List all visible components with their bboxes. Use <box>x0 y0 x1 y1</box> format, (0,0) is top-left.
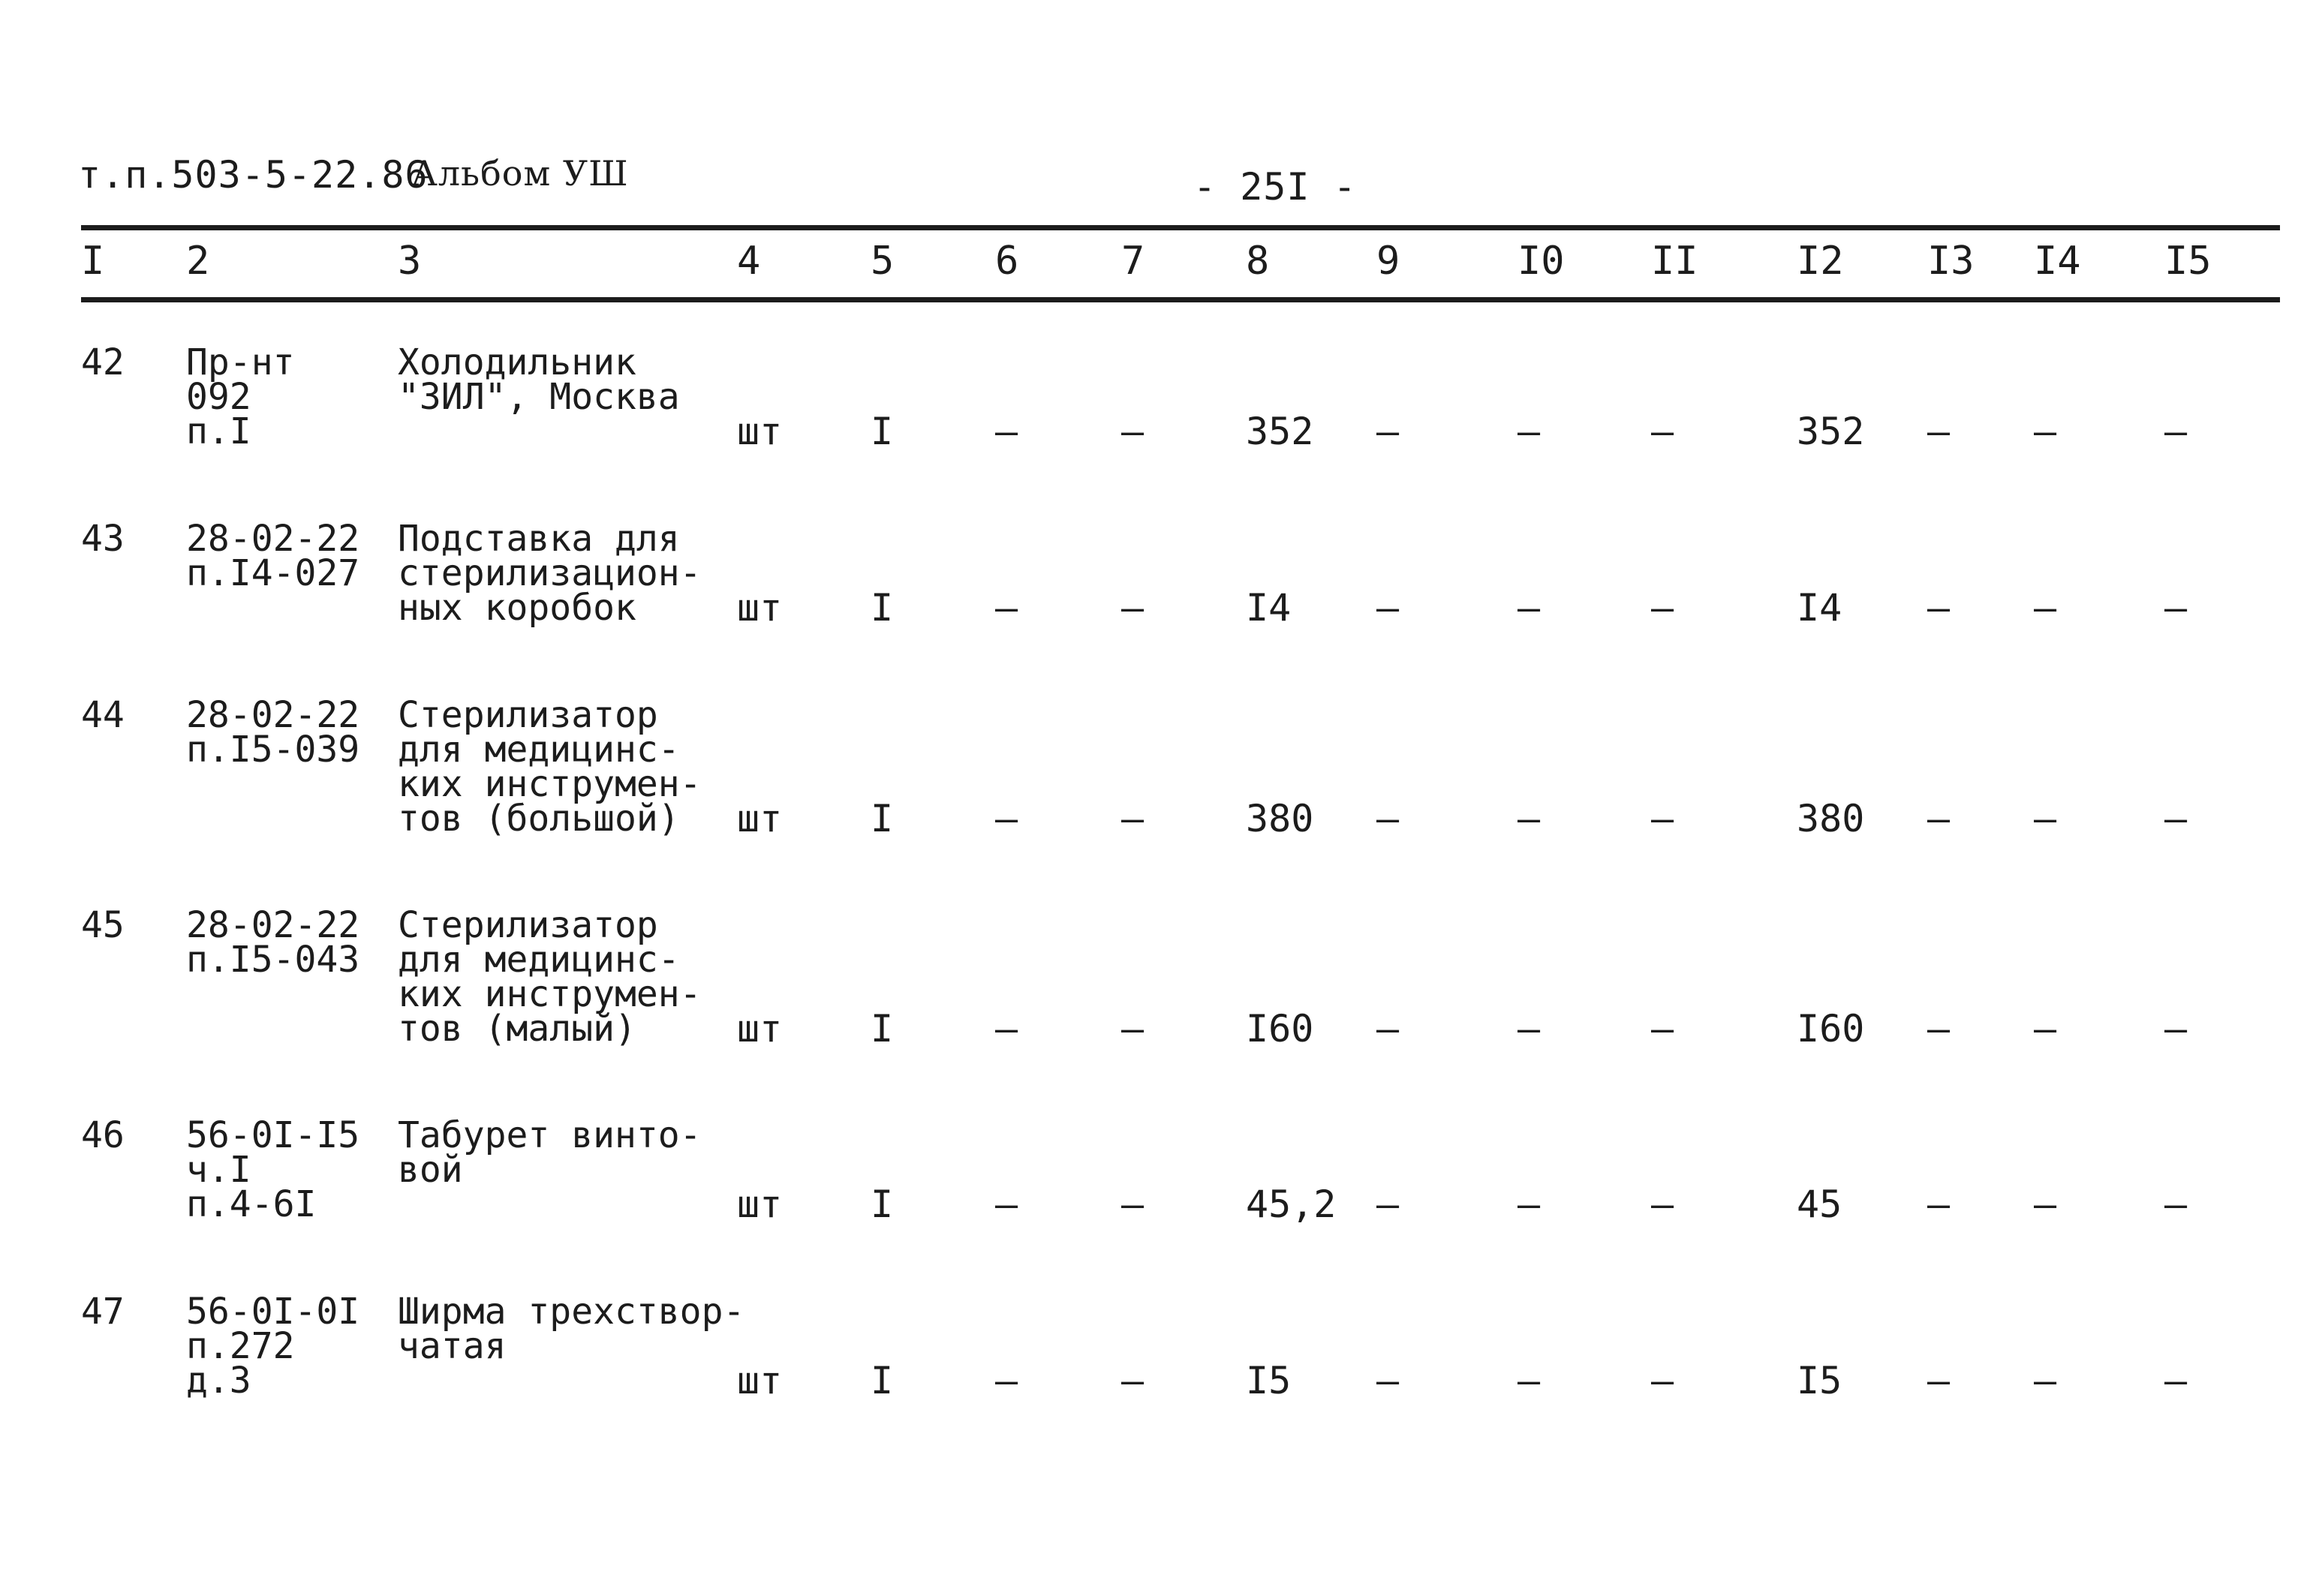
item-name: Стерилизатор для медицинс- ких инструмен- тов (малый) <box>398 904 702 1050</box>
document-basis: 56-0I-0I п.272 д.3 <box>186 1291 360 1402</box>
value-cell-c13: – <box>1927 1183 1951 1226</box>
column-header-12: I2 <box>1797 239 1844 284</box>
value-cell-c6: – <box>995 1007 1018 1050</box>
document-basis: 28-02-22 п.I4-027 <box>186 518 360 594</box>
table-row <box>0 694 2304 863</box>
value-cell-c5: I <box>871 1183 894 1226</box>
value-cell-c6: – <box>995 1183 1018 1226</box>
value-cell-c8: I60 <box>1246 1007 1314 1050</box>
column-header-2: 2 <box>186 239 210 284</box>
item-name: Стерилизатор для медицинс- ких инструмен- тов (большой) <box>398 694 702 840</box>
value-cell-c14: – <box>2034 1183 2057 1226</box>
value-cell-c12: 352 <box>1797 410 1865 453</box>
column-header-1: I <box>81 239 105 284</box>
value-cell-c10: – <box>1517 586 1541 630</box>
value-cell-c9: – <box>1376 586 1400 630</box>
unit-cell: шт <box>737 1359 783 1402</box>
value-cell-c15: – <box>2164 1359 2188 1402</box>
value-cell-c15: – <box>2164 1007 2188 1050</box>
value-cell-c7: – <box>1121 797 1144 840</box>
value-cell-c12: 45 <box>1797 1183 1842 1226</box>
value-cell-c7: – <box>1121 586 1144 630</box>
value-cell-c7: – <box>1121 1007 1144 1050</box>
value-cell-c10: – <box>1517 410 1541 453</box>
value-cell-c13: – <box>1927 797 1951 840</box>
unit-cell: шт <box>737 586 783 630</box>
value-cell-c9: – <box>1376 1007 1400 1050</box>
row-number: 43 <box>81 518 125 560</box>
value-cell-c9: – <box>1376 1359 1400 1402</box>
table-top-rule <box>81 225 2280 230</box>
document-basis: Пр-нт 092 п.I <box>186 341 295 452</box>
value-cell-c11: – <box>1651 797 1674 840</box>
row-number: 45 <box>81 904 125 946</box>
album-label: Альбом УШ <box>411 153 629 194</box>
item-name: Холодильник "ЗИЛ", Москва <box>398 341 680 418</box>
table-row <box>0 341 2304 510</box>
unit-cell: шт <box>737 797 783 840</box>
column-header-7: 7 <box>1121 239 1145 284</box>
column-header-4: 4 <box>737 239 761 284</box>
column-header-10: I0 <box>1517 239 1565 284</box>
item-name: Подставка для стерилизацион- ных коробок <box>398 518 702 629</box>
value-cell-c10: – <box>1517 1183 1541 1226</box>
value-cell-c6: – <box>995 1359 1018 1402</box>
value-cell-c8: I4 <box>1246 586 1292 630</box>
value-cell-c15: – <box>2164 410 2188 453</box>
value-cell-c5: I <box>871 586 894 630</box>
value-cell-c11: – <box>1651 410 1674 453</box>
value-cell-c13: – <box>1927 1007 1951 1050</box>
table-row <box>0 518 2304 687</box>
document-basis: 28-02-22 п.I5-043 <box>186 904 360 981</box>
value-cell-c14: – <box>2034 797 2057 840</box>
value-cell-c15: – <box>2164 586 2188 630</box>
value-cell-c12: 380 <box>1797 797 1865 840</box>
value-cell-c8: I5 <box>1246 1359 1292 1402</box>
column-header-3: 3 <box>398 239 422 284</box>
value-cell-c5: I <box>871 1359 894 1402</box>
document-reference: т.п.503-5-22.86 <box>78 153 429 197</box>
value-cell-c9: – <box>1376 410 1400 453</box>
value-cell-c10: – <box>1517 1007 1541 1050</box>
column-header-8: 8 <box>1246 239 1270 284</box>
column-header-15: I5 <box>2164 239 2212 284</box>
column-header-6: 6 <box>995 239 1019 284</box>
column-header-5: 5 <box>871 239 895 284</box>
value-cell-c9: – <box>1376 1183 1400 1226</box>
document-basis: 28-02-22 п.I5-039 <box>186 694 360 771</box>
value-cell-c8: 380 <box>1246 797 1314 840</box>
value-cell-c7: – <box>1121 1359 1144 1402</box>
value-cell-c7: – <box>1121 410 1144 453</box>
value-cell-c6: – <box>995 586 1018 630</box>
table-row <box>0 904 2304 1073</box>
value-cell-c9: – <box>1376 797 1400 840</box>
value-cell-c12: I60 <box>1797 1007 1865 1050</box>
value-cell-c14: – <box>2034 410 2057 453</box>
value-cell-c11: – <box>1651 586 1674 630</box>
value-cell-c14: – <box>2034 1359 2057 1402</box>
value-cell-c14: – <box>2034 586 2057 630</box>
unit-cell: шт <box>737 410 783 453</box>
value-cell-c14: – <box>2034 1007 2057 1050</box>
page-number: - 25I - <box>1193 165 1357 209</box>
document-basis: 56-0I-I5 ч.I п.4-6I <box>186 1114 360 1225</box>
table-header-rule <box>81 297 2280 302</box>
value-cell-c8: 45,2 <box>1246 1183 1337 1226</box>
value-cell-c10: – <box>1517 1359 1541 1402</box>
unit-cell: шт <box>737 1007 783 1050</box>
value-cell-c15: – <box>2164 797 2188 840</box>
value-cell-c5: I <box>871 797 894 840</box>
item-name: Ширма трехствор- чатая <box>398 1291 745 1367</box>
value-cell-c11: – <box>1651 1007 1674 1050</box>
value-cell-c7: – <box>1121 1183 1144 1226</box>
table-row <box>0 1114 2304 1283</box>
unit-cell: шт <box>737 1183 783 1226</box>
value-cell-c10: – <box>1517 797 1541 840</box>
row-number: 42 <box>81 341 125 383</box>
value-cell-c13: – <box>1927 586 1951 630</box>
row-number: 47 <box>81 1291 125 1333</box>
column-header-14: I4 <box>2034 239 2081 284</box>
column-header-13: I3 <box>1927 239 1975 284</box>
table-row <box>0 1291 2304 1459</box>
value-cell-c6: – <box>995 797 1018 840</box>
row-number: 44 <box>81 694 125 736</box>
column-header-9: 9 <box>1376 239 1400 284</box>
value-cell-c6: – <box>995 410 1018 453</box>
value-cell-c12: I4 <box>1797 586 1842 630</box>
value-cell-c13: – <box>1927 410 1951 453</box>
value-cell-c13: – <box>1927 1359 1951 1402</box>
value-cell-c12: I5 <box>1797 1359 1842 1402</box>
item-name: Табурет винто- вой <box>398 1114 702 1191</box>
value-cell-c15: – <box>2164 1183 2188 1226</box>
value-cell-c8: 352 <box>1246 410 1314 453</box>
value-cell-c5: I <box>871 410 894 453</box>
value-cell-c5: I <box>871 1007 894 1050</box>
value-cell-c11: – <box>1651 1359 1674 1402</box>
row-number: 46 <box>81 1114 125 1156</box>
value-cell-c11: – <box>1651 1183 1674 1226</box>
column-header-11: II <box>1651 239 1698 284</box>
